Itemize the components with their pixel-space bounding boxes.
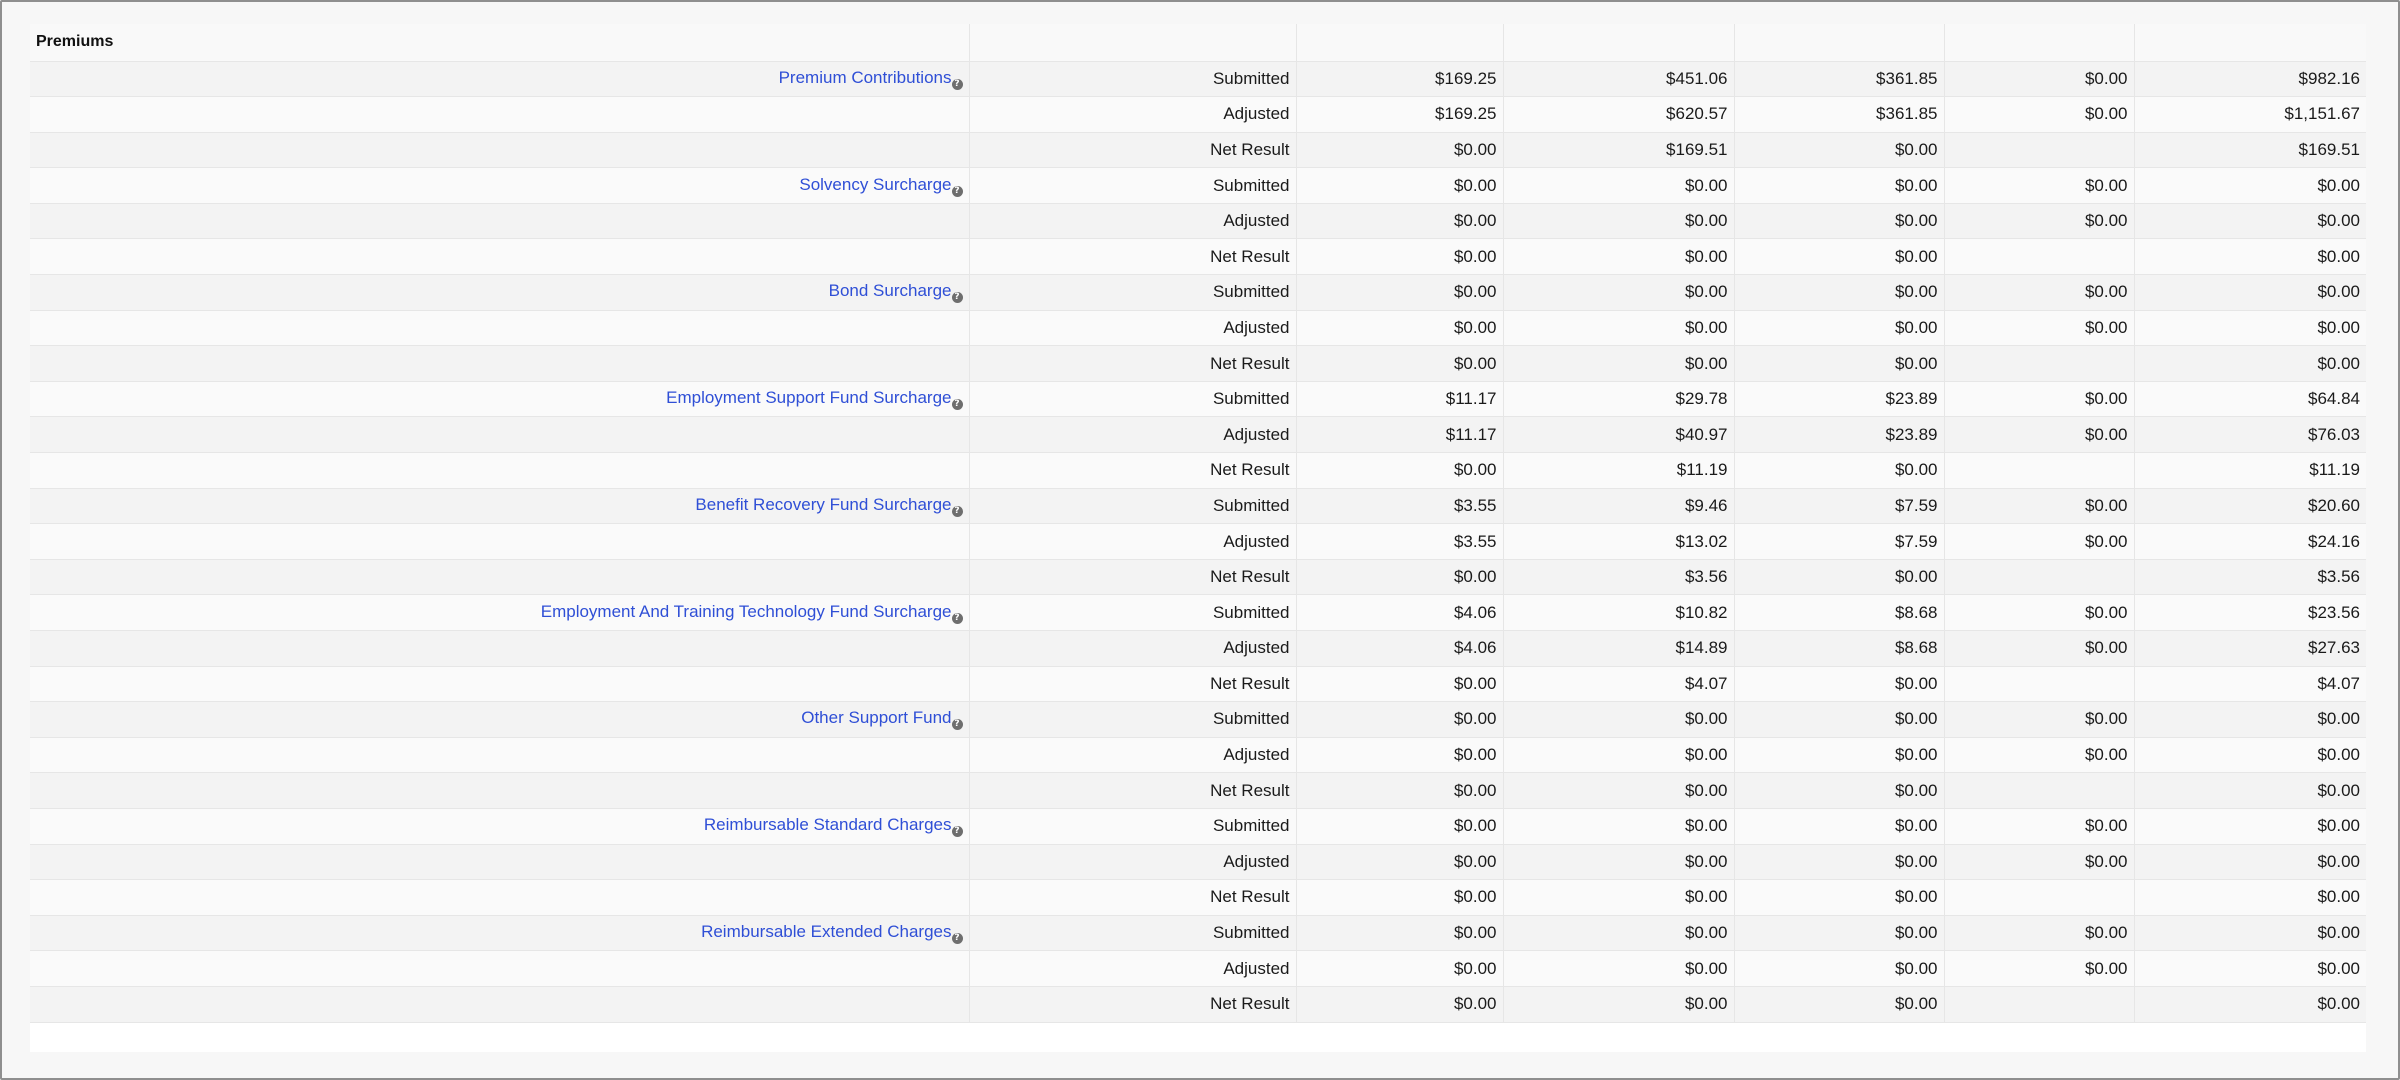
- premiums-table-container[interactable]: [30, 24, 2366, 1052]
- amount-cell: $620.57: [1503, 97, 1734, 133]
- amount-cell: $0.00: [2134, 880, 2366, 916]
- row-label-cell: [30, 346, 969, 382]
- amount-cell: $0.00: [1734, 915, 1944, 951]
- help-icon[interactable]: ?: [952, 719, 963, 730]
- amount-cell: $0.00: [2134, 915, 2366, 951]
- table-row: [30, 488, 2366, 524]
- amount-cell: $169.25: [1296, 61, 1503, 97]
- table-header-row: [30, 24, 2366, 61]
- row-type-label: Net Result: [969, 453, 1296, 489]
- amount-cell: $0.00: [1944, 97, 2134, 133]
- amount-cell: $0.00: [1944, 702, 2134, 738]
- row-type-label: Submitted: [969, 381, 1296, 417]
- help-icon[interactable]: ?: [952, 506, 963, 517]
- row-label-cell: [30, 631, 969, 667]
- table-row: [30, 61, 2366, 97]
- amount-cell: $0.00: [1944, 844, 2134, 880]
- table-row: [30, 631, 2366, 667]
- amount-cell: $361.85: [1734, 97, 1944, 133]
- amount-cell: $29.78: [1503, 381, 1734, 417]
- row-type-label: Submitted: [969, 808, 1296, 844]
- row-type-label: Submitted: [969, 61, 1296, 97]
- amount-cell: $4.06: [1296, 595, 1503, 631]
- table-row: [30, 239, 2366, 275]
- amount-cell: $0.00: [1944, 168, 2134, 204]
- amount-cell: $0.00: [1734, 808, 1944, 844]
- amount-cell: $0.00: [1734, 275, 1944, 311]
- table-row: [30, 97, 2366, 133]
- amount-cell: $20.60: [2134, 488, 2366, 524]
- fee-category-link[interactable]: Reimbursable Standard Charges: [703, 815, 952, 835]
- row-label-cell: [30, 702, 969, 738]
- row-label-cell: [30, 203, 969, 239]
- amount-cell: $0.00: [1944, 203, 2134, 239]
- amount-cell: $0.00: [1296, 844, 1503, 880]
- header-cell: [1734, 24, 1944, 61]
- fee-category-link[interactable]: Reimbursable Extended Charges: [701, 922, 952, 942]
- amount-cell: $0.00: [1503, 203, 1734, 239]
- amount-cell: [1944, 559, 2134, 595]
- amount-cell: $0.00: [1944, 488, 2134, 524]
- amount-cell: $40.97: [1503, 417, 1734, 453]
- amount-cell: $0.00: [1944, 275, 2134, 311]
- amount-cell: $0.00: [1503, 951, 1734, 987]
- table-row: [30, 132, 2366, 168]
- row-label-cell: [30, 880, 969, 916]
- amount-cell: $14.89: [1503, 631, 1734, 667]
- amount-cell: $0.00: [1296, 951, 1503, 987]
- row-label-cell: [30, 737, 969, 773]
- table-row: [30, 595, 2366, 631]
- table-row: [30, 381, 2366, 417]
- row-type-label: Net Result: [969, 559, 1296, 595]
- table-row: [30, 453, 2366, 489]
- amount-cell: [1944, 346, 2134, 382]
- header-cell: [2134, 24, 2366, 61]
- table-row: [30, 310, 2366, 346]
- row-type-label: Net Result: [969, 773, 1296, 809]
- amount-cell: $0.00: [1503, 702, 1734, 738]
- amount-cell: $23.89: [1734, 417, 1944, 453]
- row-type-label: Submitted: [969, 275, 1296, 311]
- amount-cell: $0.00: [1944, 524, 2134, 560]
- amount-cell: $0.00: [2134, 275, 2366, 311]
- row-label-cell: [30, 417, 969, 453]
- amount-cell: $0.00: [1503, 773, 1734, 809]
- amount-cell: [1944, 773, 2134, 809]
- table-row: [30, 346, 2366, 382]
- amount-cell: $0.00: [1296, 915, 1503, 951]
- amount-cell: [1944, 880, 2134, 916]
- amount-cell: $0.00: [1734, 702, 1944, 738]
- amount-cell: $0.00: [1296, 310, 1503, 346]
- amount-cell: $76.03: [2134, 417, 2366, 453]
- row-type-label: Submitted: [969, 702, 1296, 738]
- amount-cell: $0.00: [1503, 844, 1734, 880]
- row-label-cell: [30, 915, 969, 951]
- amount-cell: $11.19: [2134, 453, 2366, 489]
- amount-cell: $0.00: [1944, 951, 2134, 987]
- amount-cell: $11.17: [1296, 381, 1503, 417]
- fee-category-link[interactable]: Employment And Training Technology Fund Surcharge: [540, 601, 952, 621]
- amount-cell: $0.00: [1503, 239, 1734, 275]
- row-type-label: Adjusted: [969, 951, 1296, 987]
- help-icon[interactable]: ?: [952, 826, 963, 837]
- amount-cell: $0.00: [2134, 346, 2366, 382]
- amount-cell: $0.00: [1734, 844, 1944, 880]
- row-type-label: Adjusted: [969, 631, 1296, 667]
- amount-cell: $0.00: [1296, 168, 1503, 204]
- help-icon[interactable]: ?: [952, 613, 963, 624]
- row-label-cell: [30, 275, 969, 311]
- amount-cell: $0.00: [1734, 559, 1944, 595]
- amount-cell: $0.00: [1944, 381, 2134, 417]
- amount-cell: $7.59: [1734, 524, 1944, 560]
- amount-cell: $0.00: [1296, 808, 1503, 844]
- amount-cell: $0.00: [1944, 737, 2134, 773]
- amount-cell: $0.00: [1296, 203, 1503, 239]
- row-type-label: Submitted: [969, 168, 1296, 204]
- amount-cell: $0.00: [1296, 773, 1503, 809]
- amount-cell: $4.07: [2134, 666, 2366, 702]
- amount-cell: $0.00: [2134, 737, 2366, 773]
- fee-category-link[interactable]: Other Support Fund: [801, 708, 952, 728]
- amount-cell: $4.07: [1503, 666, 1734, 702]
- amount-cell: $0.00: [1296, 986, 1503, 1022]
- amount-cell: $0.00: [1296, 666, 1503, 702]
- row-type-label: Net Result: [969, 666, 1296, 702]
- row-type-label: Adjusted: [969, 310, 1296, 346]
- row-label-cell: [30, 310, 969, 346]
- amount-cell: $9.46: [1503, 488, 1734, 524]
- row-label-cell: [30, 951, 969, 987]
- table-row: [30, 203, 2366, 239]
- row-label-cell: [30, 239, 969, 275]
- amount-cell: $0.00: [1296, 702, 1503, 738]
- help-icon[interactable]: ?: [952, 186, 963, 197]
- amount-cell: [1944, 666, 2134, 702]
- row-label-cell: [30, 381, 969, 417]
- row-label-cell: [30, 595, 969, 631]
- amount-cell: $10.82: [1503, 595, 1734, 631]
- amount-cell: $0.00: [1503, 346, 1734, 382]
- row-type-label: Adjusted: [969, 524, 1296, 560]
- amount-cell: $8.68: [1734, 631, 1944, 667]
- amount-cell: $3.55: [1296, 524, 1503, 560]
- amount-cell: $3.56: [2134, 559, 2366, 595]
- amount-cell: $0.00: [1734, 453, 1944, 489]
- table-row: [30, 951, 2366, 987]
- amount-cell: $23.89: [1734, 381, 1944, 417]
- amount-cell: $0.00: [1296, 737, 1503, 773]
- table-row: [30, 666, 2366, 702]
- table-row: [30, 168, 2366, 204]
- amount-cell: $0.00: [1734, 310, 1944, 346]
- row-label-cell: [30, 61, 969, 97]
- row-label-cell: [30, 453, 969, 489]
- amount-cell: $0.00: [1734, 346, 1944, 382]
- help-icon[interactable]: ?: [952, 292, 963, 303]
- amount-cell: $4.06: [1296, 631, 1503, 667]
- row-type-label: Net Result: [969, 239, 1296, 275]
- amount-cell: $0.00: [1296, 132, 1503, 168]
- amount-cell: $0.00: [1296, 559, 1503, 595]
- amount-cell: $0.00: [2134, 844, 2366, 880]
- amount-cell: [1944, 986, 2134, 1022]
- amount-cell: $3.55: [1296, 488, 1503, 524]
- amount-cell: $0.00: [2134, 951, 2366, 987]
- amount-cell: $0.00: [1503, 168, 1734, 204]
- row-type-label: Net Result: [969, 132, 1296, 168]
- row-type-label: Net Result: [969, 986, 1296, 1022]
- row-type-label: Net Result: [969, 880, 1296, 916]
- fee-category-link[interactable]: Premium Contributions: [778, 67, 952, 87]
- row-type-label: Submitted: [969, 488, 1296, 524]
- amount-cell: $0.00: [1296, 346, 1503, 382]
- table-row: [30, 880, 2366, 916]
- amount-cell: $0.00: [1734, 239, 1944, 275]
- amount-cell: $0.00: [1944, 417, 2134, 453]
- amount-cell: $0.00: [2134, 773, 2366, 809]
- amount-cell: [1944, 239, 2134, 275]
- row-label-cell: [30, 132, 969, 168]
- amount-cell: $7.59: [1734, 488, 1944, 524]
- amount-cell: $64.84: [2134, 381, 2366, 417]
- row-type-label: Adjusted: [969, 203, 1296, 239]
- amount-cell: $169.25: [1296, 97, 1503, 133]
- amount-cell: $0.00: [1734, 203, 1944, 239]
- row-label-cell: [30, 808, 969, 844]
- amount-cell: $451.06: [1503, 61, 1734, 97]
- row-label-cell: [30, 666, 969, 702]
- amount-cell: $11.17: [1296, 417, 1503, 453]
- amount-cell: $0.00: [2134, 986, 2366, 1022]
- row-type-label: Adjusted: [969, 844, 1296, 880]
- amount-cell: $0.00: [1503, 808, 1734, 844]
- header-cell: [1503, 24, 1734, 61]
- amount-cell: $0.00: [2134, 239, 2366, 275]
- amount-cell: $11.19: [1503, 453, 1734, 489]
- table-row: [30, 524, 2366, 560]
- amount-cell: $0.00: [1503, 880, 1734, 916]
- fee-category-link[interactable]: Benefit Recovery Fund Surcharge: [695, 494, 952, 514]
- row-label-cell: [30, 168, 969, 204]
- table-row: [30, 844, 2366, 880]
- amount-cell: $0.00: [2134, 808, 2366, 844]
- row-label-cell: [30, 524, 969, 560]
- table-row: [30, 737, 2366, 773]
- row-label-cell: [30, 559, 969, 595]
- amount-cell: $13.02: [1503, 524, 1734, 560]
- amount-cell: $0.00: [1503, 737, 1734, 773]
- amount-cell: $0.00: [2134, 168, 2366, 204]
- amount-cell: [1944, 132, 2134, 168]
- amount-cell: $0.00: [1944, 631, 2134, 667]
- amount-cell: $23.56: [2134, 595, 2366, 631]
- fee-category-link[interactable]: Employment Support Fund Surcharge: [666, 388, 952, 408]
- row-label-cell: [30, 97, 969, 133]
- amount-cell: $0.00: [1944, 61, 2134, 97]
- amount-cell: $0.00: [1734, 168, 1944, 204]
- amount-cell: $0.00: [1734, 986, 1944, 1022]
- row-type-label: Adjusted: [969, 97, 1296, 133]
- amount-cell: $0.00: [1734, 951, 1944, 987]
- row-type-label: Submitted: [969, 595, 1296, 631]
- row-label-cell: [30, 488, 969, 524]
- amount-cell: $24.16: [2134, 524, 2366, 560]
- amount-cell: $0.00: [2134, 203, 2366, 239]
- amount-cell: $0.00: [1296, 275, 1503, 311]
- table-row: [30, 559, 2366, 595]
- help-icon[interactable]: ?: [952, 933, 963, 944]
- amount-cell: $169.51: [1503, 132, 1734, 168]
- row-type-label: Adjusted: [969, 737, 1296, 773]
- amount-cell: $0.00: [1734, 666, 1944, 702]
- amount-cell: $0.00: [1296, 880, 1503, 916]
- amount-cell: $0.00: [1503, 986, 1734, 1022]
- amount-cell: $0.00: [1734, 773, 1944, 809]
- section-title: Premiums: [30, 24, 969, 61]
- amount-cell: $8.68: [1734, 595, 1944, 631]
- amount-cell: $0.00: [1734, 880, 1944, 916]
- amount-cell: $0.00: [1503, 915, 1734, 951]
- amount-cell: $1,151.67: [2134, 97, 2366, 133]
- amount-cell: $0.00: [1296, 239, 1503, 275]
- help-icon[interactable]: ?: [952, 79, 963, 90]
- row-type-label: Submitted: [969, 915, 1296, 951]
- amount-cell: $0.00: [1503, 310, 1734, 346]
- table-row: [30, 275, 2366, 311]
- help-icon[interactable]: ?: [952, 399, 963, 410]
- amount-cell: $0.00: [1296, 453, 1503, 489]
- row-label-cell: [30, 986, 969, 1022]
- row-type-label: Net Result: [969, 346, 1296, 382]
- amount-cell: $982.16: [2134, 61, 2366, 97]
- amount-cell: $0.00: [2134, 702, 2366, 738]
- amount-cell: $0.00: [1944, 915, 2134, 951]
- header-cell: [1296, 24, 1503, 61]
- amount-cell: $361.85: [1734, 61, 1944, 97]
- row-label-cell: [30, 773, 969, 809]
- header-cell: [1944, 24, 2134, 61]
- amount-cell: $0.00: [1734, 737, 1944, 773]
- table-row: [30, 986, 2366, 1022]
- amount-cell: $0.00: [1944, 595, 2134, 631]
- amount-cell: $0.00: [2134, 310, 2366, 346]
- amount-cell: $3.56: [1503, 559, 1734, 595]
- amount-cell: $27.63: [2134, 631, 2366, 667]
- amount-cell: $0.00: [1944, 808, 2134, 844]
- table-row: [30, 417, 2366, 453]
- table-row: [30, 808, 2366, 844]
- header-cell: [969, 24, 1296, 61]
- fee-category-link[interactable]: Solvency Surcharge: [799, 174, 952, 194]
- amount-cell: $169.51: [2134, 132, 2366, 168]
- premiums-table: [30, 24, 2366, 1023]
- table-row: [30, 773, 2366, 809]
- table-row: [30, 915, 2366, 951]
- amount-cell: $0.00: [1734, 132, 1944, 168]
- amount-cell: $0.00: [1503, 275, 1734, 311]
- row-label-cell: [30, 844, 969, 880]
- amount-cell: [1944, 453, 2134, 489]
- row-type-label: Adjusted: [969, 417, 1296, 453]
- table-row: [30, 702, 2366, 738]
- fee-category-link[interactable]: Bond Surcharge: [828, 281, 952, 301]
- amount-cell: $0.00: [1944, 310, 2134, 346]
